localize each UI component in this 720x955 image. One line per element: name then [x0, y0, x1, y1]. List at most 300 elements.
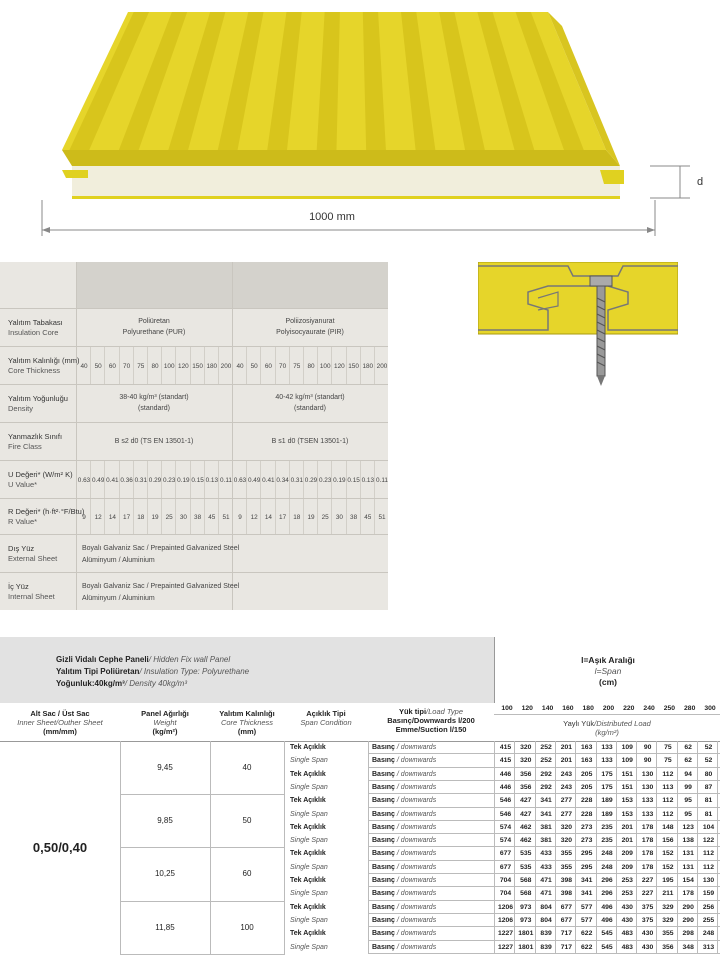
spec-row: [0, 346, 388, 385]
load-value: 148: [662, 823, 674, 831]
u-value: 0.13: [205, 477, 219, 484]
load-value: 62: [684, 744, 692, 751]
col-load-type: Yük tipi/Load Type Basınç/Downwards l/200 Emme/Suction l/150: [368, 703, 495, 742]
load-value: 159: [702, 890, 715, 898]
load-value: 255: [702, 916, 715, 924]
u-value-pir: 0.34: [276, 477, 289, 484]
spec-row: [0, 572, 388, 611]
load-value: 546: [499, 797, 512, 805]
load-type: [372, 811, 436, 819]
r-value-pir: 18: [293, 514, 301, 521]
span-header-value: 100: [501, 705, 513, 712]
span-condition-tr: Tek Açıklık: [290, 744, 326, 751]
thickness-value: 40: [80, 363, 88, 370]
load-type: [372, 890, 436, 898]
spec-label-tr: Yalıtım Yoğunluğu: [8, 394, 68, 403]
load-value: 320: [520, 744, 532, 751]
spec-row: [0, 498, 388, 535]
spec-label-tr: Yalıtım Kalınlığı (mm): [8, 356, 80, 365]
load-table-title-block: [0, 637, 494, 703]
span-title: l=Aşık Aralığı: [581, 655, 635, 665]
load-value: 398: [560, 890, 573, 898]
panel-weight-value: 10,25: [120, 847, 211, 901]
sheet-value-2: Alüminyum / Aluminium: [82, 557, 155, 564]
load-value: 329: [662, 903, 674, 911]
u-value: 0.15: [191, 477, 204, 484]
pir-value: Poliizosiyanurat: [285, 318, 335, 325]
spec-label-en: Density: [8, 404, 34, 413]
span-condition-tr: Tek Açıklık: [290, 930, 326, 938]
load-value: 112: [662, 797, 674, 805]
load-type-en: / downwards: [396, 783, 437, 791]
load-value: 154: [682, 877, 694, 884]
load-value: 104: [702, 823, 715, 831]
load-value: 320: [560, 837, 573, 845]
load-value: 201: [560, 744, 573, 751]
span-unit: (cm): [599, 677, 617, 687]
load-value: 112: [703, 863, 714, 871]
load-value: 81: [704, 797, 713, 805]
load-value: 677: [499, 863, 512, 871]
load-value: 483: [621, 943, 633, 951]
load-value: 446: [499, 770, 512, 778]
load-value: 677: [560, 903, 573, 911]
spec-table: [0, 262, 388, 610]
u-value-pir: 0.49: [247, 477, 261, 484]
thickness-value: 180: [206, 363, 218, 370]
load-value: 446: [499, 783, 512, 791]
load-value: 90: [643, 757, 652, 765]
r-value: 14: [108, 514, 116, 521]
load-type: [372, 784, 436, 792]
u-value-pir: 0.23: [318, 477, 332, 484]
panel-weight-value: 9,85: [120, 794, 211, 848]
spec-label-en: External Sheet: [8, 554, 58, 563]
load-value: 296: [601, 890, 613, 898]
load-value: 252: [540, 757, 552, 765]
load-value: 227: [641, 890, 654, 898]
load-type-en: / downwards: [396, 916, 437, 924]
r-value: 19: [151, 514, 159, 521]
r-value-pir: 51: [378, 514, 386, 521]
span-header-value: 220: [623, 705, 635, 712]
r-value: 12: [94, 514, 102, 521]
r-value: 30: [179, 514, 187, 521]
u-value-pir: 0.15: [347, 477, 360, 484]
span-condition-en: Single Span: [290, 916, 328, 924]
screw-tip: [597, 376, 605, 386]
load-value: 273: [581, 823, 593, 831]
span-header-value: 240: [643, 705, 655, 712]
load-value: 277: [560, 810, 573, 818]
span-condition-en: Single Span: [290, 863, 328, 871]
load-value: 622: [581, 930, 593, 938]
panel-weight-value: 9,45: [120, 741, 211, 795]
load-type-en: / downwards: [396, 757, 437, 765]
spec-row: [0, 534, 388, 573]
joint-detail-illustration: [478, 262, 678, 402]
span-condition-tr: Tek Açıklık: [290, 770, 326, 778]
load-type: [372, 744, 436, 752]
load-type-tr: Basınç: [372, 877, 397, 884]
load-type-tr: Basınç: [372, 783, 397, 791]
core-thickness-value: 50: [210, 794, 285, 848]
load-value: 483: [621, 930, 633, 938]
u-value: 0.41: [106, 477, 119, 484]
col-distributed-load: 100 120 140 160 180 200 220 240 250 280 300 Yaylı Yük/Distributed Load (kg/m²): [494, 703, 720, 742]
load-value: 298: [682, 930, 694, 938]
load-type-tr: Basınç: [372, 943, 397, 951]
load-value: 131: [682, 863, 694, 871]
thickness-value-pir: 120: [334, 363, 345, 370]
load-value: 175: [601, 783, 613, 791]
pur-value: Poliüretan: [138, 318, 170, 325]
load-type-en: / downwards: [396, 797, 437, 805]
load-value: 205: [581, 770, 593, 778]
u-value: 0.11: [220, 477, 232, 484]
load-value: 130: [641, 770, 654, 778]
load-value: 1801: [518, 943, 534, 951]
load-type: [372, 837, 436, 845]
load-value: 243: [560, 770, 573, 778]
thickness-value: 50: [94, 363, 102, 370]
span-condition-tr: Tek Açıklık: [290, 877, 326, 884]
thickness-value: 100: [163, 363, 175, 370]
spec-row: [0, 460, 388, 499]
load-type: [372, 771, 436, 779]
width-label: 1000 mm: [309, 211, 355, 223]
span-condition-tr: Tek Açıklık: [290, 823, 326, 831]
core-thickness-value: 100: [210, 901, 285, 955]
load-value: 52: [704, 744, 713, 751]
load-value: 295: [581, 850, 593, 858]
spec-label-tr: İç Yüz: [8, 582, 29, 591]
load-value: 496: [601, 916, 613, 924]
load-value: 341: [581, 877, 593, 884]
load-value: 574: [499, 837, 512, 845]
load-value: 178: [641, 850, 654, 858]
r-value: 25: [165, 514, 173, 521]
span-condition-en: Single Span: [290, 943, 328, 951]
load-value: 427: [520, 810, 532, 818]
load-value: 973: [520, 903, 532, 911]
load-value: 535: [520, 863, 532, 871]
load-type-tr: Basınç: [372, 863, 397, 871]
load-value: 430: [641, 943, 654, 951]
load-type-en: / downwards: [396, 890, 437, 898]
load-value: 228: [581, 797, 593, 805]
span-title-block: [494, 637, 720, 703]
load-value: 195: [662, 877, 674, 884]
load-value: 704: [499, 877, 512, 884]
load-value: 248: [601, 850, 613, 858]
load-value: 329: [662, 916, 674, 924]
load-value: 156: [662, 837, 674, 845]
load-value: 839: [540, 930, 552, 938]
load-type-en: / downwards: [396, 823, 437, 831]
load-value: 153: [621, 797, 633, 805]
load-value: 462: [520, 823, 532, 831]
load-value: 163: [581, 744, 593, 751]
spec-row: [0, 308, 388, 347]
r-value: 18: [137, 514, 145, 521]
spec-label-tr: Dış Yüz: [8, 544, 35, 553]
load-value: 151: [621, 770, 633, 778]
load-value: 209: [621, 850, 633, 858]
load-value: 717: [560, 930, 573, 938]
col-weight: Panel Ağırlığı Weight (kg/m²): [120, 703, 211, 742]
insulation-en: / Insulation Type: Polyurethane: [139, 667, 250, 676]
u-value: 0.49: [91, 477, 105, 484]
r-value-pir: 17: [279, 514, 287, 521]
spec-label-tr: R Değeri* (h·ft²·°F/Btu): [8, 507, 85, 516]
load-value: 80: [704, 770, 713, 778]
load-type-en: / downwards: [396, 810, 437, 818]
load-value: 248: [601, 863, 613, 871]
load-value: 381: [540, 837, 552, 845]
load-value: 296: [601, 877, 613, 884]
load-value: 133: [641, 810, 654, 818]
load-value: 94: [684, 770, 692, 778]
thickness-value: 75: [137, 363, 145, 370]
thickness-value-pir: 75: [293, 363, 301, 370]
density-tr: Yoğunluk:40kg/m³: [56, 679, 125, 688]
load-value: 341: [540, 797, 552, 805]
load-value: 138: [682, 837, 694, 845]
thickness-value-pir: 60: [264, 363, 272, 370]
load-value: 112: [703, 850, 714, 858]
load-value: 253: [621, 890, 633, 898]
load-value: 130: [702, 877, 715, 884]
sheet-value-1: Boyalı Galvaniz Sac / Prepainted Galvanized Steel: [82, 545, 240, 552]
spec-row-label: [8, 470, 73, 490]
spec-label-en: Fire Class: [8, 442, 42, 451]
load-value: 228: [581, 810, 593, 818]
spec-row-label: [8, 432, 62, 452]
load-value: 151: [621, 783, 633, 791]
core-thickness-value: 40: [210, 741, 285, 795]
thickness-value: 120: [178, 363, 189, 370]
span-header-value: 280: [684, 705, 696, 712]
load-value: 273: [581, 837, 593, 845]
load-type-en: / downwards: [396, 863, 437, 871]
load-value: 430: [641, 930, 654, 938]
load-value: 133: [601, 757, 613, 765]
spec-row: [0, 384, 388, 423]
load-value: 577: [581, 903, 593, 911]
spec-label-tr: Yalıtım Tabakası: [8, 318, 63, 327]
load-type-tr: Basınç: [372, 823, 397, 831]
col-sheet: Alt Sac / Üst Sac Inner Sheet/Outher Sheet (mm/mm): [0, 703, 121, 742]
load-value: 320: [520, 757, 532, 765]
load-value: 178: [682, 890, 694, 898]
load-value: 535: [520, 850, 532, 858]
pur-value: B s2 d0 (TS EN 13501-1): [114, 438, 194, 445]
load-value: 415: [499, 744, 512, 751]
span-header-value: 200: [602, 705, 615, 712]
load-value: 81: [704, 810, 713, 818]
span-condition-en: Single Span: [290, 810, 328, 818]
load-value: 295: [581, 863, 593, 871]
thickness-value: 200: [220, 363, 232, 370]
load-value: 123: [682, 823, 694, 831]
load-value: 356: [520, 783, 532, 791]
u-value-pir: 0.41: [262, 477, 275, 484]
u-value-pir: 0.13: [361, 477, 375, 484]
load-value: 430: [621, 903, 633, 911]
thickness-value: 150: [192, 363, 203, 370]
load-value: 235: [601, 837, 613, 845]
load-type-en: / downwards: [396, 903, 437, 911]
load-value: 75: [664, 744, 672, 751]
load-value: 355: [560, 850, 573, 858]
load-type-tr: Basınç: [372, 757, 397, 765]
load-value: 430: [621, 916, 633, 924]
title-en: / Hidden Fix wall Panel: [148, 655, 231, 664]
spec-label-en: U Value*: [8, 480, 38, 489]
load-value: 163: [581, 757, 593, 765]
load-value: 356: [520, 770, 532, 778]
spec-label-tr: U Değeri* (W/m² K): [8, 470, 73, 479]
load-value: 205: [581, 783, 593, 791]
load-value: 1206: [497, 916, 514, 924]
load-type-tr: Basınç: [372, 770, 397, 778]
pur-value: 38-40 kg/m³ (standart): [119, 394, 189, 401]
load-value: 256: [702, 903, 715, 911]
sheet-value-1: Boyalı Galvaniz Sac / Prepainted Galvanized Steel: [82, 583, 240, 590]
load-value: 62: [684, 757, 692, 765]
load-value: 52: [704, 757, 713, 765]
spec-label-en: Internal Sheet: [8, 592, 55, 601]
load-type-en: / downwards: [396, 877, 437, 884]
r-value: 38: [194, 514, 202, 521]
load-value: 427: [520, 797, 532, 805]
load-type: [372, 824, 436, 832]
u-value: 0.31: [134, 477, 148, 484]
load-value: 112: [662, 810, 674, 818]
r-value-pir: 14: [264, 514, 272, 521]
load-value: 1227: [497, 943, 514, 951]
load-value: 75: [664, 757, 672, 765]
load-value: 471: [540, 877, 552, 884]
load-value: 574: [499, 823, 512, 831]
load-value: 704: [499, 890, 512, 898]
thickness-value-pir: 100: [319, 363, 331, 370]
r-value-pir: 19: [307, 514, 315, 521]
load-value: 1227: [497, 930, 514, 938]
load-value: 248: [702, 930, 715, 938]
load-value: 112: [662, 770, 674, 778]
load-value: 545: [601, 930, 613, 938]
load-value: 375: [641, 903, 654, 911]
load-value: 201: [621, 837, 633, 845]
span-header-value: 140: [541, 705, 554, 712]
load-type-en: / downwards: [396, 943, 437, 951]
load-value: 677: [499, 850, 512, 858]
thickness-value-pir: 50: [250, 363, 258, 370]
load-type-tr: Basınç: [372, 837, 397, 845]
load-type-tr: Basınç: [372, 850, 397, 858]
panel-illustration: [0, 0, 720, 245]
load-value: 1801: [518, 930, 534, 938]
thickness-value: 80: [151, 363, 159, 370]
load-value: 95: [684, 810, 692, 818]
load-value: 87: [704, 783, 713, 791]
spec-row: [0, 422, 388, 461]
load-value: 290: [682, 916, 694, 924]
load-type-en: / downwards: [396, 770, 437, 778]
screw-head: [590, 276, 612, 286]
load-value: 973: [520, 916, 532, 924]
u-value-pir: 0.31: [290, 477, 304, 484]
load-value: 243: [560, 783, 573, 791]
r-value-pir: 12: [250, 514, 258, 521]
load-value: 804: [540, 903, 552, 911]
load-value: 341: [540, 810, 552, 818]
load-type: [372, 850, 436, 858]
spec-label-en: Core Thickness: [8, 366, 60, 375]
load-type-en: / downwards: [396, 930, 437, 938]
load-value: 415: [499, 757, 512, 765]
load-value: 189: [601, 797, 613, 805]
load-value: 211: [662, 890, 674, 898]
load-table: [0, 637, 720, 954]
load-value: 122: [702, 837, 715, 845]
load-value: 577: [581, 916, 593, 924]
load-type: [372, 917, 436, 925]
load-value: 152: [662, 850, 674, 858]
span-condition-en: Single Span: [290, 837, 328, 845]
span-header-value: 160: [562, 705, 574, 712]
load-value: 133: [601, 744, 613, 751]
pur-value-en: Polyurethane (PUR): [122, 329, 186, 336]
load-value: 381: [540, 823, 552, 831]
load-value: 227: [641, 877, 654, 884]
span-condition-en: Single Span: [290, 890, 328, 898]
load-value: 201: [621, 823, 633, 831]
thickness-value: 70: [123, 363, 131, 370]
spec-label-en: R Value*: [8, 517, 38, 526]
load-value: 235: [601, 823, 613, 831]
load-value: 178: [641, 863, 654, 871]
panel-bottom-sheet: [72, 196, 620, 199]
spec-row-label: [8, 356, 80, 376]
load-value: 113: [662, 783, 674, 791]
u-value-pir: 0.63: [233, 477, 247, 484]
r-value: 51: [222, 514, 230, 521]
load-value: 677: [560, 916, 573, 924]
u-value-pir: 0.11: [376, 477, 388, 484]
r-value: 17: [123, 514, 131, 521]
title-tr: Gizli Vidalı Cephe Paneli: [56, 655, 149, 664]
load-value: 253: [621, 877, 633, 884]
load-value: 133: [641, 797, 654, 805]
load-value: 375: [641, 916, 654, 924]
load-value: 252: [540, 744, 552, 751]
load-value: 290: [682, 903, 694, 911]
pur-value-en: (standard): [138, 405, 170, 412]
load-value: 1206: [497, 903, 514, 911]
pir-value: B s1 d0 (TSEN 13501-1): [271, 438, 349, 445]
core-thickness-value: 60: [210, 847, 285, 901]
pir-value-en: (standard): [294, 405, 326, 412]
load-value: 839: [540, 943, 552, 951]
thickness-value-pir: 150: [348, 363, 359, 370]
load-type-tr: Basınç: [372, 890, 397, 898]
thickness-value-pir: 70: [279, 363, 287, 370]
load-value: 496: [601, 903, 613, 911]
spec-label-en: Insulation Core: [8, 328, 59, 337]
